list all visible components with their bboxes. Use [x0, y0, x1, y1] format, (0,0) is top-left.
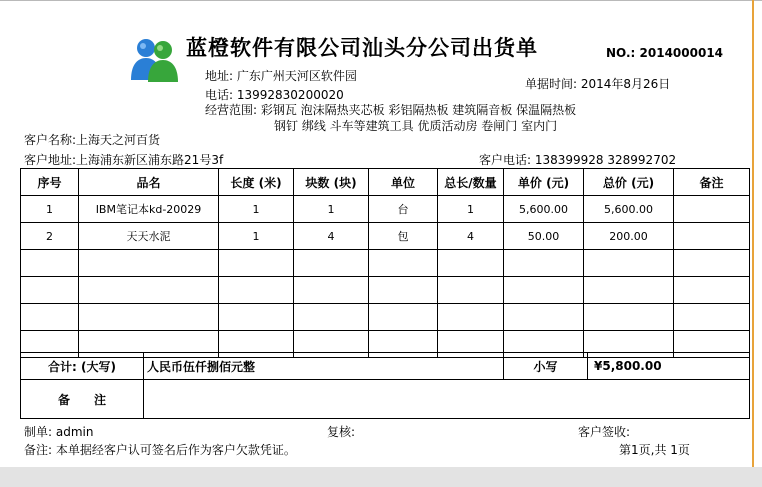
cell-remarks — [674, 277, 750, 304]
cell-length — [219, 277, 294, 304]
cell-pieces — [294, 277, 369, 304]
cell-index: 2 — [21, 223, 79, 250]
cell-length: 1 — [219, 196, 294, 223]
cell-product: 天天水泥 — [79, 223, 219, 250]
total-amount-words: 人民币伍仟捌佰元整 — [144, 353, 504, 380]
cell-total-price — [584, 304, 674, 331]
cell-unit-price — [504, 250, 584, 277]
col-header-total-qty: 总长/数量 — [438, 169, 504, 196]
cell-index — [21, 277, 79, 304]
items-table — [20, 168, 750, 358]
table-header-row — [21, 169, 750, 196]
cell-total-qty — [438, 277, 504, 304]
col-header-product: 品名 — [79, 169, 219, 196]
cell-unit-price — [504, 304, 584, 331]
cell-total-price — [584, 277, 674, 304]
cell-pieces — [294, 250, 369, 277]
document-title: 蓝橙软件有限公司汕头分公司出货单 — [186, 35, 538, 60]
business-scope-line-2: 钢钉 绑线 斗车等建筑工具 优质活动房 卷闸门 室内门 — [274, 119, 558, 133]
table-row — [21, 196, 750, 223]
footer-note: 备注: 本单据经客户认可签名后作为客户欠款凭证。 — [24, 443, 296, 457]
cell-pieces: 4 — [294, 223, 369, 250]
cell-unit — [369, 277, 438, 304]
document-date: 单据时间: 2014年8月26日 — [525, 77, 671, 91]
customer-signature-field: 客户签收: — [578, 425, 631, 439]
cell-product — [79, 277, 219, 304]
page-bottom-gutter — [0, 467, 762, 487]
cell-total-price: 200.00 — [584, 223, 674, 250]
cell-remarks — [674, 304, 750, 331]
cell-length — [219, 304, 294, 331]
company-logo-icon — [126, 34, 182, 86]
table-row — [21, 223, 750, 250]
table-row — [21, 250, 750, 277]
col-header-remarks: 备注 — [674, 169, 750, 196]
notes-value — [144, 380, 750, 419]
cell-unit-price: 50.00 — [504, 223, 584, 250]
table-row — [21, 304, 750, 331]
page-top-border — [0, 0, 762, 1]
customer-address: 客户地址:上海浦东新区浦东路21号3f — [24, 153, 224, 167]
cell-pieces — [294, 304, 369, 331]
col-header-unit: 单位 — [369, 169, 438, 196]
total-words-label: 合计: (大写) — [21, 353, 144, 380]
maker-field: 制单: admin — [24, 425, 94, 439]
cell-index — [21, 250, 79, 277]
cell-product — [79, 304, 219, 331]
cell-product — [79, 250, 219, 277]
customer-name: 客户名称:上海天之河百货 — [24, 133, 161, 147]
notes-label: 备 注 — [21, 380, 144, 419]
cell-unit: 台 — [369, 196, 438, 223]
company-address: 地址: 广东广州天河区软件园 — [205, 69, 357, 83]
cell-remarks — [674, 196, 750, 223]
document-number: NO.: 2014000014 — [606, 46, 724, 60]
total-amount-number: ¥5,800.00 — [588, 353, 750, 380]
cell-unit: 包 — [369, 223, 438, 250]
cell-unit — [369, 250, 438, 277]
totals-table — [20, 352, 750, 419]
cell-length: 1 — [219, 223, 294, 250]
col-header-pieces: 块数 (块) — [294, 169, 369, 196]
cell-total-qty — [438, 250, 504, 277]
col-header-unit-price: 单价 (元) — [504, 169, 584, 196]
business-scope-line-1: 经营范围: 彩钢瓦 泡沫隔热夹芯板 彩铝隔热板 建筑隔音板 保温隔热板 — [205, 103, 577, 117]
page-right-edge — [752, 0, 754, 487]
cell-total-qty: 1 — [438, 196, 504, 223]
page-indicator: 第1页,共 1页 — [619, 443, 690, 457]
cell-length — [219, 250, 294, 277]
customer-phone: 客户电话: 138399928 328992702 — [479, 153, 677, 167]
cell-unit-price: 5,600.00 — [504, 196, 584, 223]
cell-total-price: 5,600.00 — [584, 196, 674, 223]
company-phone: 电话: 13992830200020 — [205, 88, 344, 102]
cell-pieces: 1 — [294, 196, 369, 223]
cell-product: IBM笔记本kd-20029 — [79, 196, 219, 223]
table-row — [21, 277, 750, 304]
col-header-length: 长度 (米) — [219, 169, 294, 196]
cell-remarks — [674, 223, 750, 250]
cell-index — [21, 304, 79, 331]
cell-unit-price — [504, 277, 584, 304]
totals-row — [21, 353, 750, 380]
cell-total-price — [584, 250, 674, 277]
cell-index: 1 — [21, 196, 79, 223]
col-header-index: 序号 — [21, 169, 79, 196]
cell-unit — [369, 304, 438, 331]
cell-remarks — [674, 250, 750, 277]
notes-row — [21, 380, 750, 419]
reviewer-field: 复核: — [327, 425, 356, 439]
cell-total-qty — [438, 304, 504, 331]
col-header-total-price: 总价 (元) — [584, 169, 674, 196]
cell-total-qty: 4 — [438, 223, 504, 250]
total-number-label: 小写 — [504, 353, 588, 380]
